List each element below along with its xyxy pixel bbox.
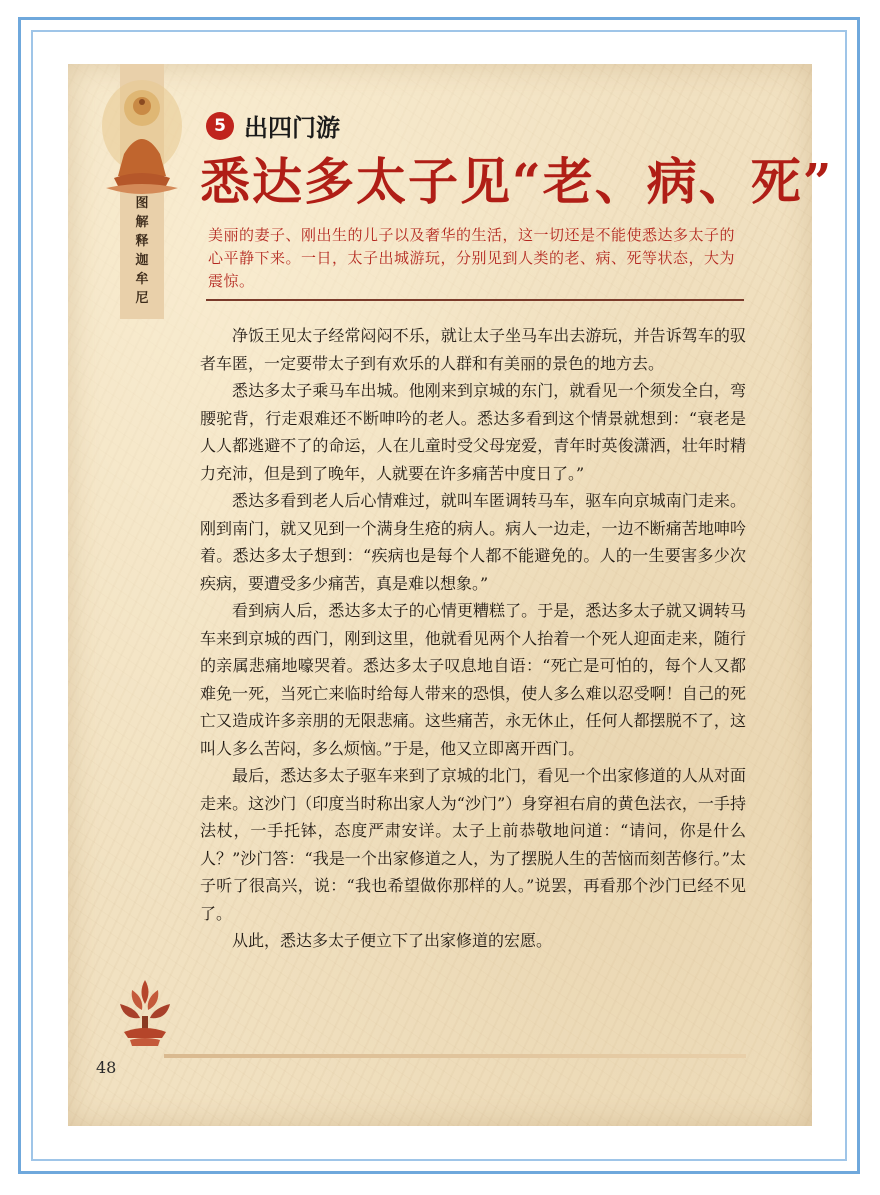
- lotus-ornament-icon: [112, 976, 178, 1050]
- sidebar-book-title: 图解释迦牟尼: [135, 196, 149, 306]
- footer-rule: [164, 1054, 746, 1058]
- section-number-badge: 5: [206, 112, 234, 140]
- paragraph: 看到病人后，悉达多太子的心情更糟糕了。于是，悉达多太子就又调转马车来到京城的西门，刚到这里，他就看见两个人抬着一个死人迎面走来，随行的亲属悲痛地嚎哭着。悉达多太子叹息地自语：“死亡是可怕的，每个人又都难免一死，当死亡来临时给每人带来的恐惧，使人多么难以忍受啊！自己的死亡又造成许多亲朋的无限悲痛。这些痛苦，永无休止，任何人都摆脱不了，这叫人多么苦闷，多么烦恼。”于是，他又立即离开西门。: [200, 601, 746, 758]
- buddha-icon: [96, 76, 188, 206]
- paragraph: 悉达多太子乘马车出城。他刚来到京城的东门，就看见一个须发全白，弯腰驼背，行走艰难还不断呻吟的老人。悉达多看到这个情景就想到：“衰老是人人都逃避不了的命运，人在儿童时受父母宠爱，青年时英俊潇洒，壮年时精力充沛，但是到了晚年，人就要在许多痛苦中度日了。”: [200, 381, 746, 483]
- paragraph: 净饭王见太子经常闷闷不乐，就让太子坐马车出去游玩，并告诉驾车的驭者车匿，一定要带太子到有欢乐的人群和有美丽的景色的地方去。: [200, 326, 746, 373]
- section-title: 出四门游: [244, 114, 340, 142]
- title-divider: [206, 299, 744, 301]
- paragraph: 从此，悉达多太子便立下了出家修道的宏愿。: [232, 931, 553, 950]
- page-number: 48: [96, 1058, 117, 1077]
- book-page: [68, 64, 834, 1126]
- chapter-title: 悉达多太子见“老、病、死”: [200, 152, 834, 211]
- body-text: [200, 322, 746, 955]
- paragraph: 悉达多看到老人后心情难过，就叫车匿调转马车，驱车向京城南门走来。刚到南门，就又见到一个满身生疮的病人。病人一边走，一边不断痛苦地呻吟着。悉达多太子想到：“疾病也是每个人都不能避免的。人的一生要害多少次疾病，要遭受多少痛苦，真是难以想象。”: [200, 491, 746, 593]
- paragraph: 最后，悉达多太子驱车来到了京城的北门，看见一个出家修道的人从对面走来。这沙门（印度当时称出家人为“沙门”）身穿袒右肩的黄色法衣，一手持法杖，一手托钵，态度严肃安详。太子上前恭敬地问道：“请问，你是什么人？”沙门答：“我是一个出家修道之人，为了摆脱人生的苦恼而刻苦修行。”太子听了很高兴，说：“我也希望做你那样的人。”说罢，再看那个沙门已经不见了。: [200, 766, 746, 923]
- chapter-intro: 美丽的妻子、刚出生的儿子以及奢华的生活，这一切还是不能使悉达多太子的心平静下来。一日，太子出城游玩，分别见到人类的老、病、死等状态，大为震惊。: [208, 226, 736, 290]
